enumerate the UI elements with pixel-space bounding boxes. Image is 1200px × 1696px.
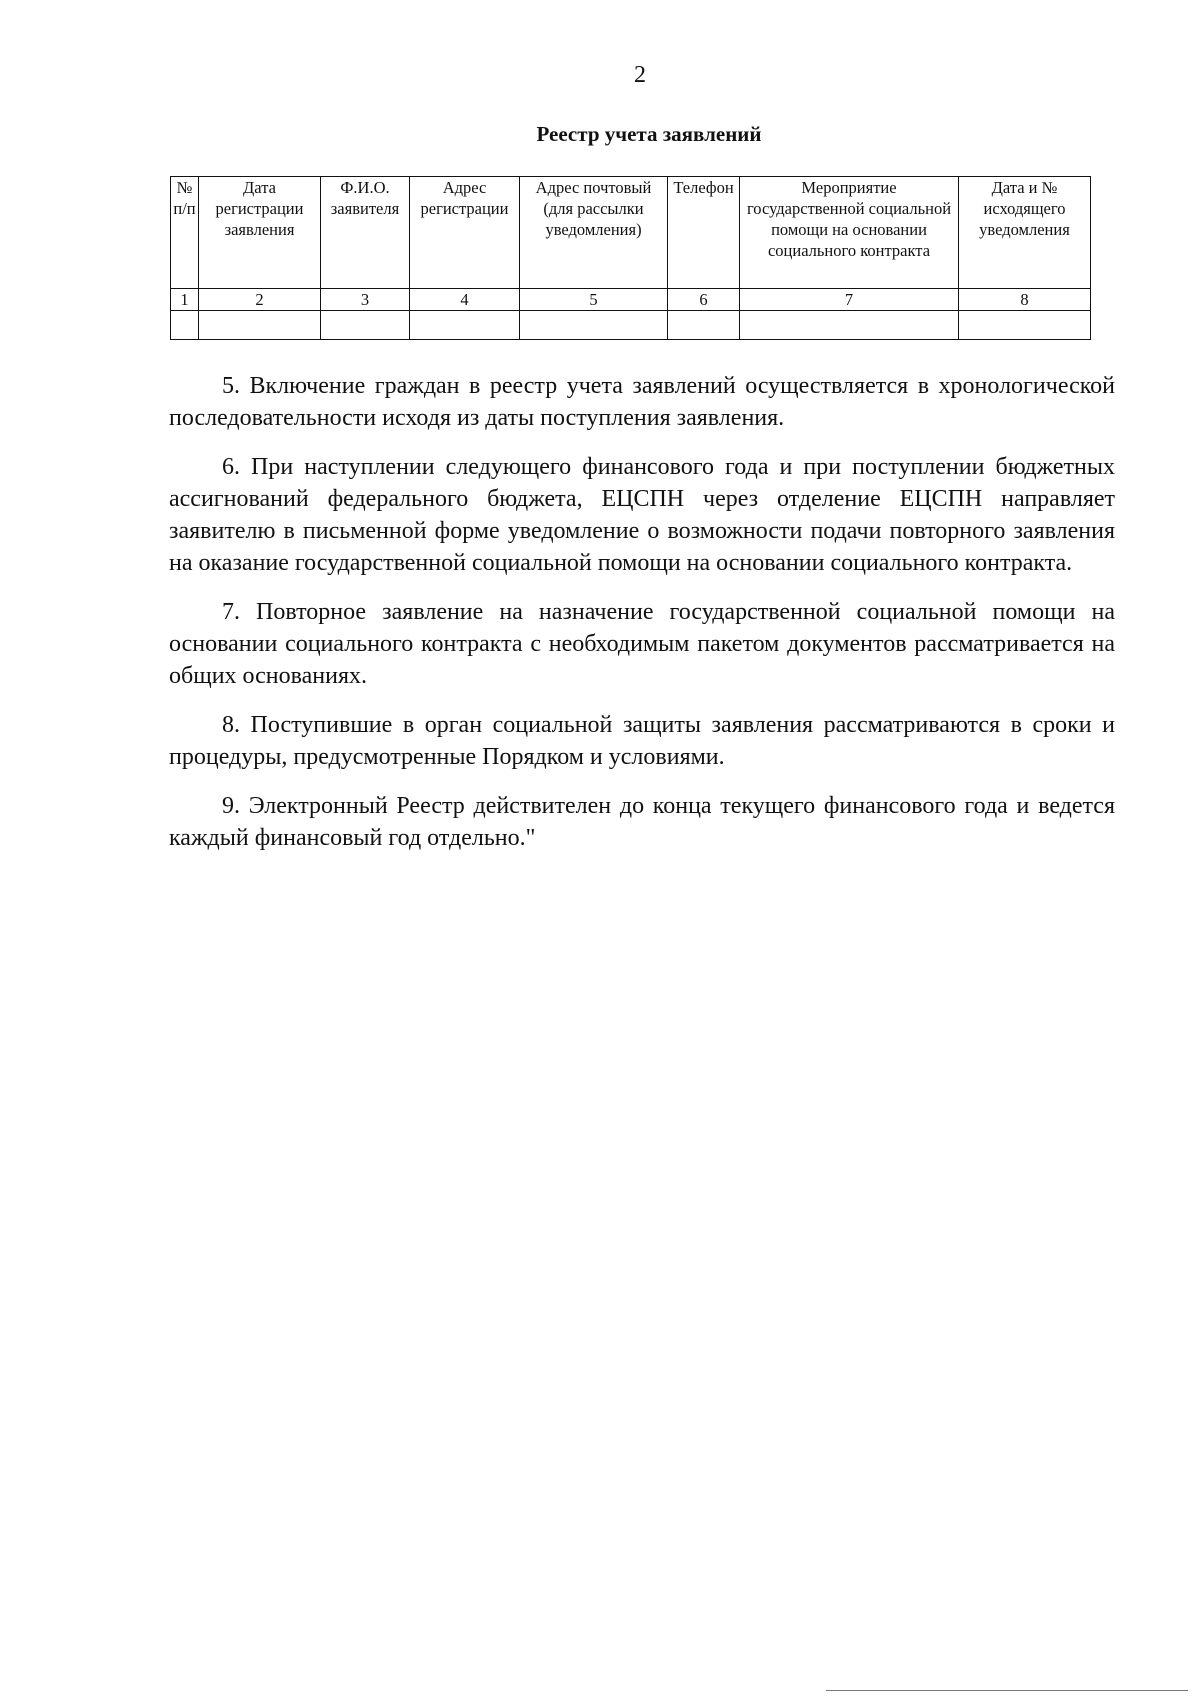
table-cell (321, 311, 410, 340)
table-cell (171, 311, 199, 340)
table-header-row (171, 177, 1091, 289)
table-title: Реестр учета заявлений (536, 122, 762, 146)
bottom-divider (826, 1690, 1188, 1691)
table-cell (410, 311, 520, 340)
paragraph-5: 5. Включение граждан в реестр учета заявлений осуществляется в хронологической последовательности исходя из даты поступления заявления. (169, 373, 1115, 431)
column-number-cell: 1 (171, 289, 199, 311)
table-cell (740, 311, 959, 340)
column-header-measure: Мероприятие государственной социальной помощи на основании социального контракта (740, 177, 959, 289)
table-numbering-row (171, 289, 1091, 311)
column-number-cell: 2 (199, 289, 321, 311)
paragraph-6: 6. При наступлении следующего финансового года и при поступлении бюджетных ассигнований федерального бюджета, ЕЦСПН через отделение ЕЦСПН направляет заявителю в письменной форме уведомление о возможности подачи повторного заявления на оказание государственной социальной помощи на основании социального контракта. (169, 454, 1115, 576)
paragraph-9: 9. Электронный Реестр действителен до конца текущего финансового года и ведется каждый финансовый год отдельно." (169, 793, 1115, 851)
column-header-applicant-name: Ф.И.О. заявителя (321, 177, 410, 289)
column-header-postal-address: Адрес почтовый (для рассылки уведомления) (520, 177, 668, 289)
column-number-cell: 3 (321, 289, 410, 311)
column-header-number: № п/п (171, 177, 199, 289)
column-number-cell: 6 (668, 289, 740, 311)
column-header-phone: Телефон (668, 177, 740, 289)
column-header-registration-address: Адрес регистрации (410, 177, 520, 289)
table-cell (520, 311, 668, 340)
table-cell (199, 311, 321, 340)
column-number-cell: 4 (410, 289, 520, 311)
paragraph-8: 8. Поступившие в орган социальной защиты заявления рассматриваются в сроки и процедуры, предусмотренные Порядком и условиями. (169, 712, 1115, 770)
column-header-notification: Дата и № исходящего уведомления (959, 177, 1091, 289)
table-empty-row (171, 311, 1091, 340)
table-cell (668, 311, 740, 340)
paragraph-7: 7. Повторное заявление на назначение государственной социальной помощи на основании социального контракта с необходимым пакетом документов рассматривается на общих основаниях. (169, 599, 1115, 689)
column-number-cell: 5 (520, 289, 668, 311)
registry-table (170, 176, 1091, 340)
table-cell (959, 311, 1091, 340)
document-body (169, 370, 1115, 854)
column-header-registration-date: Дата регистрации заявления (199, 177, 321, 289)
page-number: 2 (634, 62, 646, 88)
column-number-cell: 7 (740, 289, 959, 311)
column-number-cell: 8 (959, 289, 1091, 311)
